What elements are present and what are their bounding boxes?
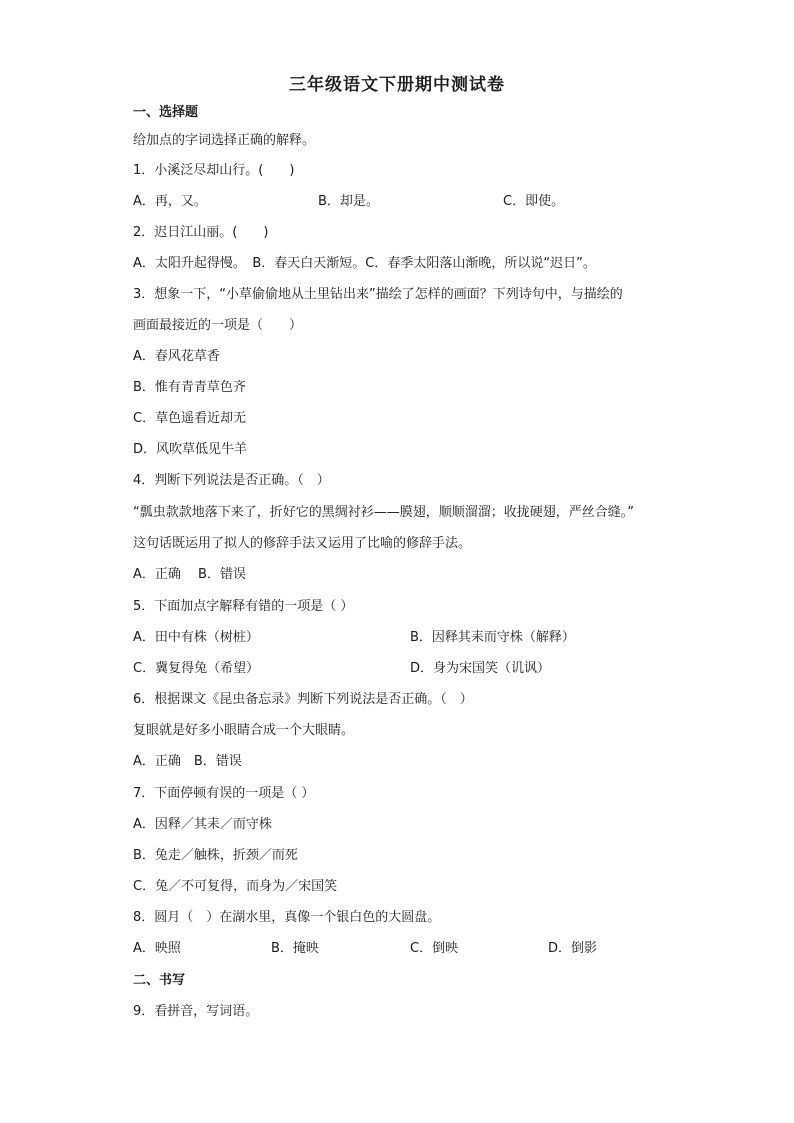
question-4-text: 这句话既运用了拟人的修辞手法又运用了比喻的修辞手法。: [133, 536, 472, 551]
question-1-option-c: C．即使。: [503, 194, 565, 209]
question-3-stem-line2: 画面最接近的一项是（ ）: [133, 318, 303, 333]
question-7-option-a: A．因释／其耒／而守株: [133, 817, 272, 832]
question-2-options: A．太阳升起得慢。 B．春天白天渐短。C．春季太阳落山渐晚，所以说“迟日”。: [133, 256, 596, 271]
instruction-text: 给加点的字词选择正确的解释。: [133, 133, 316, 148]
question-3-option-c: C．草色遥看近却无: [133, 411, 247, 426]
question-7-option-c: C．兔／不可复得，而身为／宋国笑: [133, 879, 338, 894]
question-8-option-d: D．倒影: [548, 941, 598, 956]
question-8-option-c: C．倒映: [410, 941, 459, 956]
question-8-option-a: A．映照: [133, 941, 181, 956]
question-9-stem: 9．看拼音，写词语。: [133, 1004, 259, 1019]
question-7-stem: 7．下面停顿有误的一项是（ ）: [133, 786, 315, 801]
question-8-option-b: B．掩映: [271, 941, 319, 956]
question-8-stem: 8．圆月（ ）在湖水里，真像一个银白色的大圆盘。: [133, 910, 441, 925]
question-2-stem: 2．迟日江山丽。( ): [133, 225, 269, 240]
page-title: 三年级语文下册期中测试卷: [289, 75, 505, 95]
question-5-stem: 5．下面加点字解释有错的一项是（ ）: [133, 599, 354, 614]
question-5-option-c: C．冀复得兔（希望）: [133, 661, 260, 676]
question-6-text: 复眼就是好多小眼睛合成一个大眼睛。: [133, 723, 355, 738]
section-heading-writing: 二、书写: [133, 973, 186, 988]
question-1-stem: 1．小溪泛尽却山行。( ): [133, 163, 295, 178]
question-1-option-a: A．再，又。: [133, 194, 207, 209]
question-3-option-b: B．惟有青青草色齐: [133, 380, 246, 395]
question-3-option-a: A．春风花草香: [133, 349, 220, 364]
question-4-stem: 4．判断下列说法是否正确。（ ）: [133, 473, 330, 488]
question-5-option-b: B．因释其耒而守株（解释）: [410, 630, 575, 645]
question-5-option-d: D．身为宋国笑（讥讽）: [410, 661, 551, 676]
question-5-option-a: A．田中有株（树桩）: [133, 630, 259, 645]
question-3-stem-line1: 3．想象一下，“小草偷偷地从土里钻出来”描绘了怎样的画面？下列诗句中，与描绘的: [133, 287, 623, 302]
question-4-quote: “瓢虫款款地落下来了，折好它的黑绸衬衫——膜翅，顺顺溜溜；收拢硬翅，严丝合缝。”: [133, 505, 634, 520]
question-7-option-b: B．兔走／触株，折颈／而死: [133, 848, 298, 863]
question-3-option-d: D．风吹草低见牛羊: [133, 442, 248, 457]
question-1-option-b: B．却是。: [318, 194, 379, 209]
question-6-stem: 6．根据课文《昆虫备忘录》判断下列说法是否正确。（ ）: [133, 692, 473, 707]
question-4-options: A．正确 B．错误: [133, 567, 246, 582]
question-6-options: A．正确 B．错误: [133, 754, 242, 769]
section-heading-choice: 一、选择题: [133, 105, 199, 120]
